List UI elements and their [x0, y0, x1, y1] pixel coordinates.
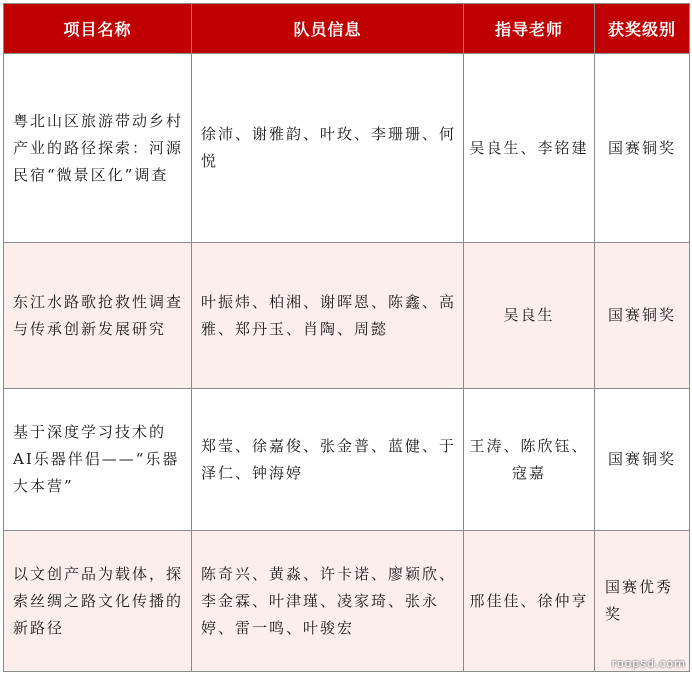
award-cell: 国赛优秀奖: [595, 531, 690, 672]
project-name-cell: 粤北山区旅游带动乡村产业的路径探索：河源民宿“微景区化”调查: [4, 54, 192, 243]
award-cell: 国赛铜奖: [595, 243, 690, 389]
project-name-cell: 以文创产品为载体，探索丝绸之路文化传播的新路径: [4, 531, 192, 672]
award-cell: 国赛铜奖: [595, 54, 690, 243]
members-cell: 叶振炜、柏湘、谢晖恩、陈鑫、高雅、郑丹玉、肖陶、周懿: [192, 243, 464, 389]
header-member-info: 队员信息: [192, 4, 464, 54]
members-cell: 郑莹、徐嘉俊、张金普、蓝健、于泽仁、钟海婷: [192, 389, 464, 531]
awards-table: [3, 3, 690, 672]
advisors-cell: 吴良生: [464, 243, 595, 389]
table-row: [4, 243, 690, 389]
award-cell: 国赛铜奖: [595, 389, 690, 531]
header-award-level: 获奖级别: [595, 4, 690, 54]
header-advisor: 指导老师: [464, 4, 595, 54]
advisors-cell: 王涛、陈欣钰、寇嘉: [464, 389, 595, 531]
advisors-cell: 邢佳佳、徐仲亨: [464, 531, 595, 672]
table-row: [4, 531, 690, 672]
watermark: roopsd.com: [611, 657, 686, 670]
project-name-cell: 东江水路歌抢救性调查与传承创新发展研究: [4, 243, 192, 389]
header-project-name: 项目名称: [4, 4, 192, 54]
project-name-cell: 基于深度学习技术的AI乐器伴侣——“乐器大本营”: [4, 389, 192, 531]
advisors-cell: 吴良生、李铭建: [464, 54, 595, 243]
table-row: [4, 54, 690, 243]
table-row: [4, 389, 690, 531]
members-cell: 徐沛、谢雅韵、叶玫、李珊珊、何悦: [192, 54, 464, 243]
header-row: [4, 4, 690, 54]
members-cell: 陈奇兴、黄淼、许卡诺、廖颖欣、李金霖、叶津瑾、凌家琦、张永婷、雷一鸣、叶骏宏: [192, 531, 464, 672]
